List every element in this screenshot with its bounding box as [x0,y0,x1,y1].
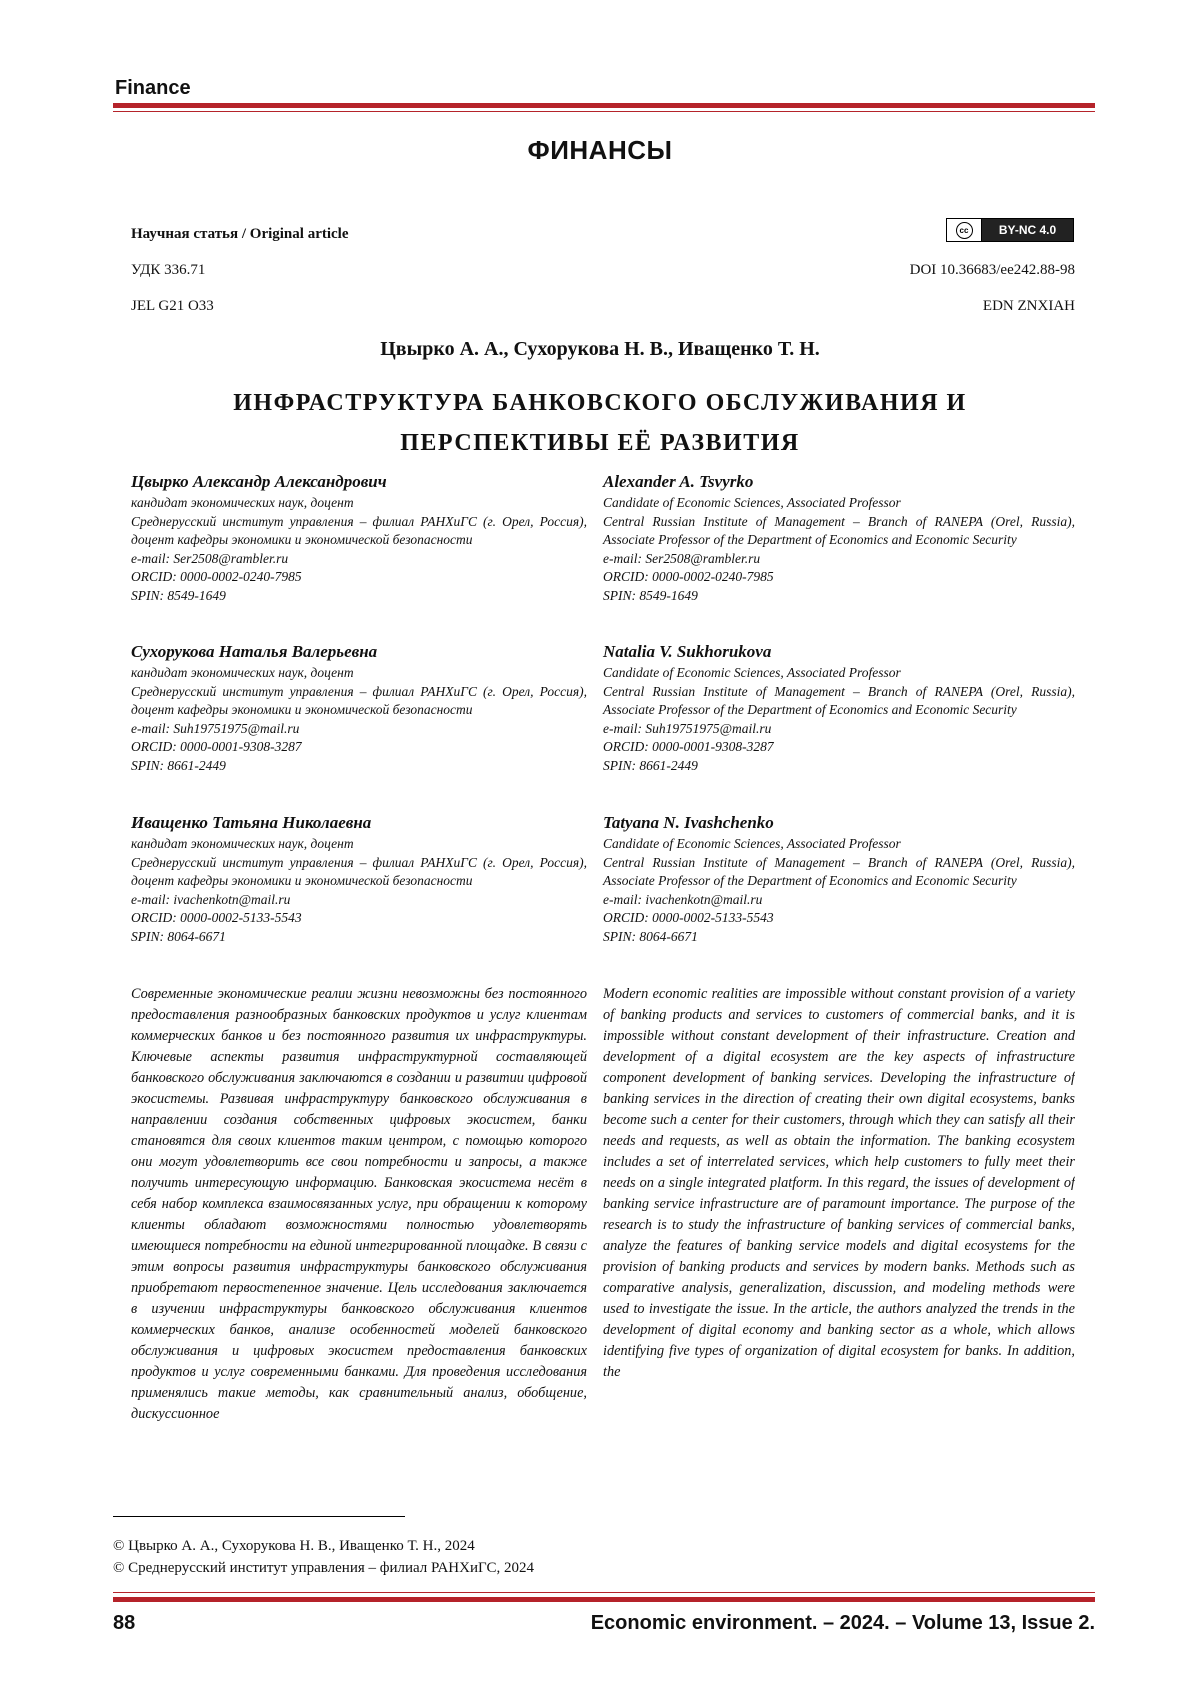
author-spin: SPIN: 8661-2449 [603,757,1075,776]
author-orcid: ORCID: 0000-0001-9308-3287 [603,738,1075,757]
author-email[interactable]: e-mail: Ser2508@rambler.ru [603,550,1075,569]
author-name: Tatyana N. Ivashchenko [603,811,1075,835]
author-orcid: ORCID: 0000-0001-9308-3287 [131,738,587,757]
section-label: Finance [115,77,191,100]
author-degree: Candidate of Economic Sciences, Associated Professor [603,494,1075,513]
author-spin: SPIN: 8549-1649 [603,587,1075,606]
journal-info: Economic environment. – 2024. – Volume 13, Issue 2. [591,1612,1095,1635]
license-label: BY-NC 4.0 [982,219,1073,241]
author-affiliation: Среднерусский институт управления – филиал РАНХиГС (г. Орел, Россия), доцент кафедры экономики и экономической безопасности [131,683,587,720]
author-email[interactable]: e-mail: ivachenkotn@mail.ru [603,891,1075,910]
author-spin: SPIN: 8661-2449 [131,757,587,776]
author-degree: Candidate of Economic Sciences, Associated Professor [603,835,1075,854]
author-name: Иващенко Татьяна Николаевна [131,811,587,835]
author-ru-2 [131,640,587,776]
doi[interactable]: DOI 10.36683/ee242.88-98 [910,262,1075,279]
udk: УДК 336.71 [131,262,205,279]
article-title [0,383,1200,463]
author-degree: кандидат экономических наук, доцент [131,835,587,854]
license-badge[interactable] [946,218,1074,242]
author-email[interactable]: e-mail: ivachenkotn@mail.ru [131,891,587,910]
footnote-rule [113,1516,405,1517]
cc-icon: cc [947,219,982,241]
author-en-1 [603,470,1075,606]
author-spin: SPIN: 8064-6671 [131,928,587,947]
header-rule [113,103,1095,108]
author-ru-3 [131,811,587,947]
jel: JEL G21 O33 [131,298,214,315]
copyright-institute: © Среднерусский институт управления – филиал РАНХиГС, 2024 [113,1560,534,1577]
author-degree: кандидат экономических наук, доцент [131,664,587,683]
author-spin: SPIN: 8064-6671 [603,928,1075,947]
author-degree: кандидат экономических наук, доцент [131,494,587,513]
author-email[interactable]: e-mail: Suh19751975@mail.ru [131,720,587,739]
section-title: ФИНАНСЫ [0,135,1200,166]
abstract-en: Modern economic realities are impossible without constant provision of a variety of banking products and services to customers of commercial banks, and it is impossible without constant development of their infrastructure. Creation and development of a digital ecosystem are the key aspects of infrastructure component development of banking services. Developing the infrastructure of banking services in the direction of creating their own digital ecosystems, banks become such a center for their customers, through which they can satisfy all their needs and requests, as well as obtain the information. The banking ecosystem includes a set of interrelated services, which help customers to fully meet their needs on a single integrated platform. In this regard, the issues of development of banking service infrastructure are of paramount importance. The purpose of the research is to study the infrastructure of banking services of commercial banks, analyze the features of banking service models and digital ecosystems for the provision of banking products and services by modern banks. Methods such as comparative analysis, generalization, discussion, and modeling methods were used to investigate the issue. In the article, the authors analyzed the trends in the development of digital economy and banking sector as a whole, which allows identifying five types of organization of digital ecosystem for banks. In addition, the [603,984,1075,1484]
author-en-3 [603,811,1075,947]
authors-line: Цвырко А. А., Сухорукова Н. В., Иващенко Т. Н. [0,338,1200,361]
footer-rule-thin [113,1592,1095,1593]
author-email[interactable]: e-mail: Ser2508@rambler.ru [131,550,587,569]
author-spin: SPIN: 8549-1649 [131,587,587,606]
author-affiliation: Central Russian Institute of Management – Branch of RANEPA (Orel, Russia), Associate Professor of the Department of Economics and Economic Security [603,854,1075,891]
author-ru-1 [131,470,587,606]
author-affiliation: Среднерусский институт управления – филиал РАНХиГС (г. Орел, Россия), доцент кафедры экономики и экономической безопасности [131,854,587,891]
author-orcid: ORCID: 0000-0002-0240-7985 [131,568,587,587]
page-number: 88 [113,1612,135,1635]
author-affiliation: Central Russian Institute of Management – Branch of RANEPA (Orel, Russia), Associate Professor of the Department of Economics and Economic Security [603,683,1075,720]
author-orcid: ORCID: 0000-0002-5133-5543 [603,909,1075,928]
article-title-line-1: ИНФРАСТРУКТУРА БАНКОВСКОГО ОБСЛУЖИВАНИЯ И [0,383,1200,423]
author-name: Alexander A. Tsvyrko [603,470,1075,494]
footer-rule [113,1597,1095,1602]
edn: EDN ZNXIAH [983,298,1075,315]
author-email[interactable]: e-mail: Suh19751975@mail.ru [603,720,1075,739]
author-name: Цвырко Александр Александрович [131,470,587,494]
author-affiliation: Central Russian Institute of Management – Branch of RANEPA (Orel, Russia), Associate Professor of the Department of Economics and Economic Security [603,513,1075,550]
author-name: Natalia V. Sukhorukova [603,640,1075,664]
author-affiliation: Среднерусский институт управления – филиал РАНХиГС (г. Орел, Россия), доцент кафедры экономики и экономической безопасности [131,513,587,550]
article-type: Научная статья / Original article [131,226,349,243]
copyright-authors: © Цвырко А. А., Сухорукова Н. В., Иващенко Т. Н., 2024 [113,1538,475,1555]
author-orcid: ORCID: 0000-0002-5133-5543 [131,909,587,928]
author-orcid: ORCID: 0000-0002-0240-7985 [603,568,1075,587]
author-en-2 [603,640,1075,776]
article-title-line-2: ПЕРСПЕКТИВЫ ЕЁ РАЗВИТИЯ [0,423,1200,463]
author-name: Сухорукова Наталья Валерьевна [131,640,587,664]
header-rule-thin [113,111,1095,112]
abstract-ru: Современные экономические реалии жизни невозможны без постоянного предоставления разнообразных банковских продуктов и услуг клиентам коммерческих банков и без постоянного развития их инфраструктуры. Ключевые аспекты развития инфраструктурной составляющей банковского обслуживания заключаются в создании и развитии цифровой экосистемы. Развивая инфраструктуру банковского обслуживания в направлении создания собственных цифровых экосистем, банки становятся для своих клиентов таким центром, с помощью которого они могут удовлетворить все свои потребности и запросы, а также получить интересующую информацию. Банковская экосистема несёт в себя набор комплекса взаимосвязанных услуг, при обращении к которому клиенты обладают возможностями полностью удовлетворять имеющиеся потребности на единой интегрированной площадке. В связи с этим вопросы развития инфраструктуры банковского обслуживания приобретают первостепенное значение. Цель исследования заключается в изучении инфраструктуры банковского обслуживания клиентов коммерческих банков, анализе особенностей моделей банковского обслуживания и цифровых экосистем предоставления банковских продуктов и услуг современными банками. Для проведения исследования применялись такие методы, как сравнительный анализ, обобщение, дискуссионное [131,984,587,1484]
author-degree: Candidate of Economic Sciences, Associated Professor [603,664,1075,683]
